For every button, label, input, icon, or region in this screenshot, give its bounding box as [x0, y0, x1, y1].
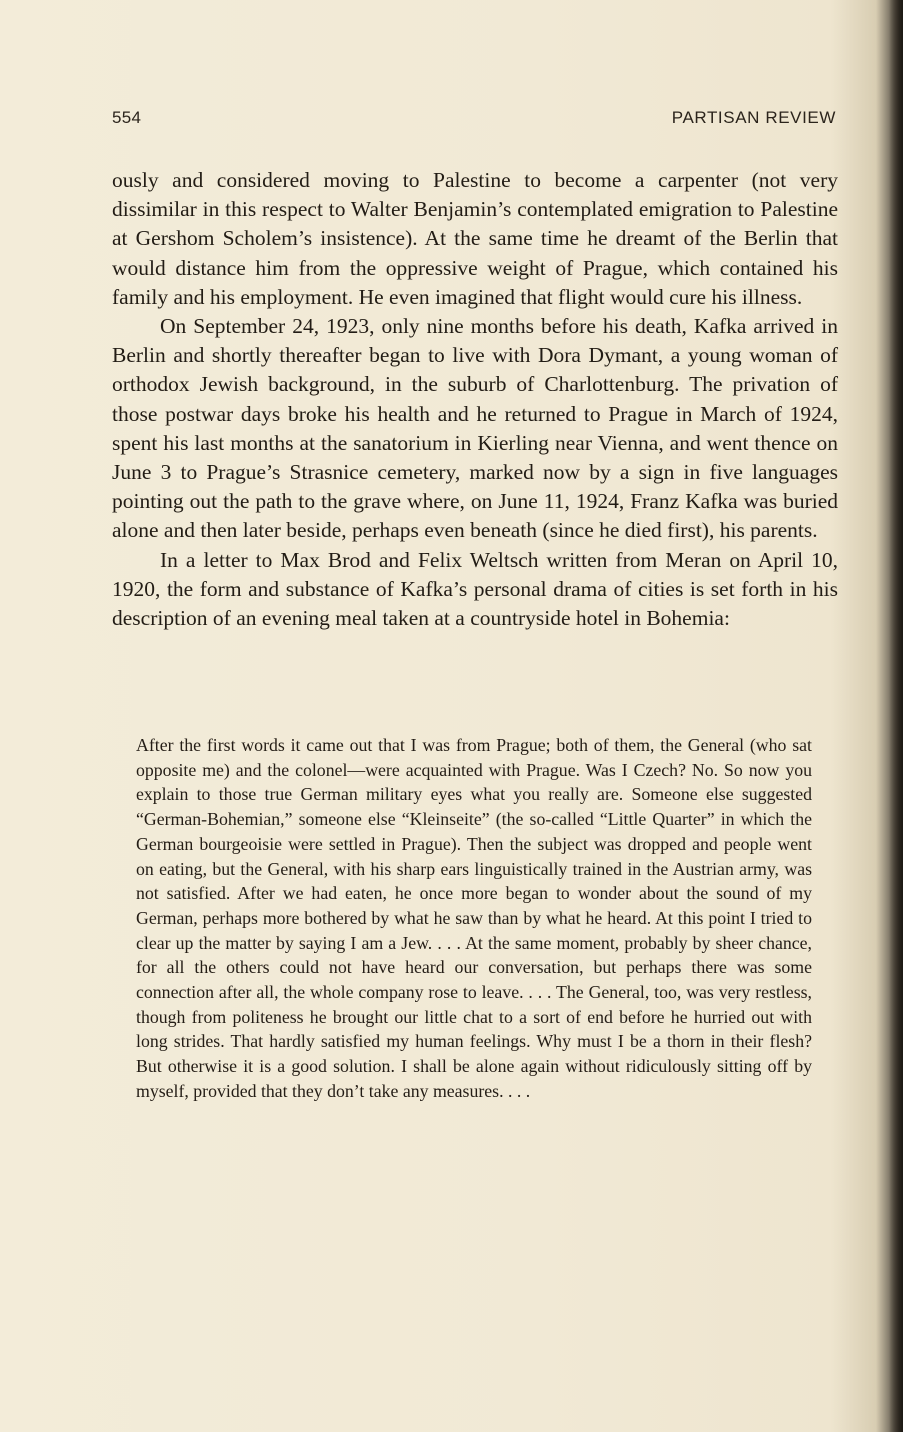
body-text [112, 166, 838, 633]
paragraph: On September 24, 1923, only nine months before his death, Kafka arrived in Berlin and shortly thereafter began to live with Dora Dymant, a young woman of orthodox Jewish background, in the suburb of Charlottenburg. The privation of those postwar days broke his health and he returned to Prague in March of 1924, spent his last months at the sanatorium in Kierling near Vienna, and went thence on June 3 to Prague’s Strasnice cemetery, marked now by a sign in five languages pointing out the path to the grave where, on June 11, 1924, Franz Kafka was buried alone and then later beside, perhaps even beneath (since he died first), his parents. [112, 314, 838, 543]
quote-text: After the first words it came out that I was from Prague; both of them, the General (who sat opposite me) and the colonel—were acquainted with Prague. Was I Czech? No. So now you explain to those true German military eyes what you really are. Someone else suggested “German-Bohemian,” someone else “Kleinseite” (the so-called “Little Quarter” in which the German bourgeoisie were settled in Prague). Then the subject was dropped and people went on eating, but the General, with his sharp ears linguistically trained in the Austrian army, was not satisfied. After we had eaten, he once more began to wonder about the sound of my German, perhaps more bothered by what he saw than by what he heard. At this point I tried to clear up the matter by saying I am a Jew. . . . At the same moment, probably by sheer chance, for all the others could not have heard our conversation, but perhaps there was some connection after all, the whole company rose to leave. . . . The General, too, was very restless, though from politeness he brought our little chat to a sort of end before he hurried out with long strides. That hardly satisfied my human feelings. Why must I be a thorn in their flesh? But otherwise it is a good solution. I shall be alone again without ridiculously sitting off by myself, provided that they don’t take any measures. . . . [136, 735, 812, 1101]
paragraph: ously and considered moving to Palestine to become a carpenter (not very dissimilar in this respect to Walter Benjamin’s contemplated emigration to Palestine at Gershom Scholem’s insistence). At the same time he dreamt of the Berlin that would distance him from the oppressive weight of Prague, which contained his family and his employment. He even imagined that flight would cure his illness. [112, 168, 838, 309]
page-edge-shadow [889, 0, 903, 1432]
journal-title: PARTISAN REVIEW [671, 108, 836, 127]
block-quote [136, 733, 812, 1104]
page-number: 554 [112, 108, 142, 127]
paragraph: In a letter to Max Brod and Felix Weltsch written from Meran on April 10, 1920, the form and substance of Kafka’s personal drama of cities is set forth in his description of an evening meal taken at a countryside hotel in Bohemia: [112, 547, 838, 631]
running-header [112, 108, 836, 132]
